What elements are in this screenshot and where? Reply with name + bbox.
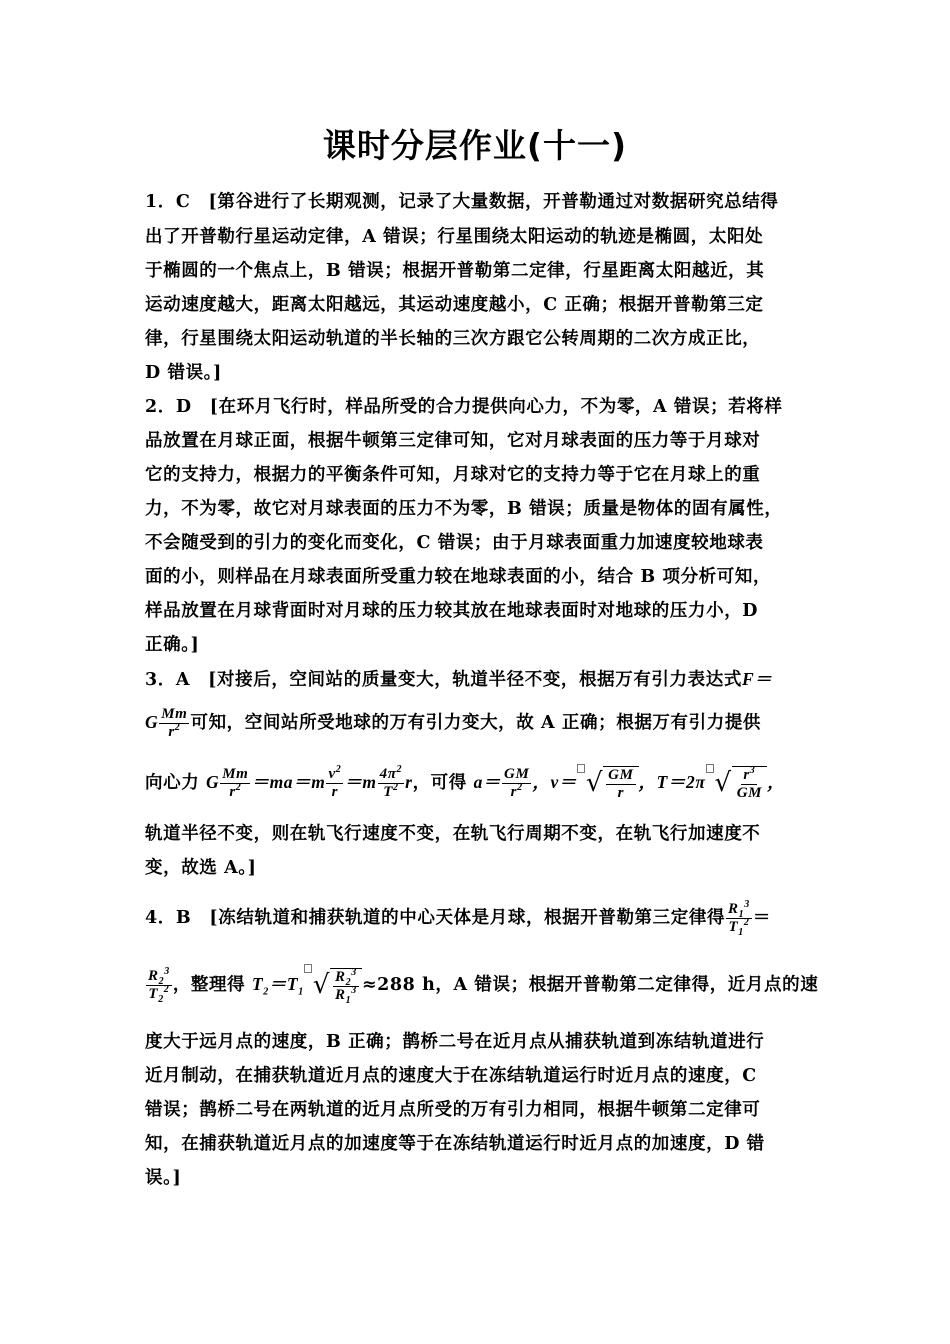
answer-4-line: 知，在捕获轨道近月点的加速度等于在冻结轨道运行时近月点的加速度，D 错 bbox=[145, 1134, 765, 1154]
answer-4-text: 4．B [冻结轨道和捕获轨道的中心天体是月球，根据开普勒第三定律得 bbox=[145, 908, 726, 928]
answer-3-line bbox=[145, 667, 810, 692]
answer-3-text: 可知，空间站所受地球的万有引力变大，故 A 正确；根据万有引力提供 bbox=[190, 713, 762, 733]
answer-1-line: 1．C [第谷进行了长期观测，记录了大量数据，开普勒通过对数据研究总结得 bbox=[145, 192, 779, 212]
formula-velocity: v＝ √ $\frac{GM}{r}$ ， bbox=[551, 772, 657, 792]
fraction-r2-t2: $\frac{R_2^3}{T_2^2}$ bbox=[148, 966, 170, 1005]
answer-3-line: 轨道半径不变，则在轨飞行速度不变，在轨飞行周期不变，在轨飞行加速度不 bbox=[145, 824, 761, 844]
answer-3-text: ，可得 bbox=[412, 773, 474, 793]
answer-1-line: 出了开普勒行星运动定律，A 错误；行星围绕太阳运动的轨迹是椭圆，太阳处 bbox=[145, 227, 764, 247]
answer-2-line: 不会随受到的引力的变化而变化，C 错误；由于月球表面重力加速度较地球表 bbox=[145, 533, 764, 553]
answer-1-line: D 错误。] bbox=[145, 363, 222, 383]
answer-2-line: 它的支持力，根据力的平衡条件可知，月球对它的支持力等于它在月球上的重 bbox=[145, 465, 761, 485]
answer-3-formula-line bbox=[145, 760, 810, 805]
fraction-mm-r2: $\frac{Mm}{r^2}$ bbox=[161, 706, 188, 740]
formula-t2: $T_2=T_1$ √ $\frac{R_2^3}{R_1^3}$ bbox=[252, 974, 362, 994]
answer-4-line: 错误；鹊桥二号在两轨道的近月点所受的万有引力相同，根据牛顿第二定律可 bbox=[145, 1100, 761, 1120]
formula-acceleration: a＝ $\frac{GM}{r^2}$ ， bbox=[473, 766, 551, 801]
answer-4-formula-line bbox=[145, 960, 819, 1009]
formula-f-eq: F＝ bbox=[741, 669, 773, 689]
answer-3-text: 3．A [对接后，空间站的质量变大，轨道半径不变，根据万有引力表达式 bbox=[145, 670, 742, 690]
answer-4-text: ≈288 h，A 错误；根据开普勒第二定律得，近月点的速 bbox=[361, 975, 819, 995]
answer-2-line: 2．D [在环月飞行时，样品所受的合力提供向心力，不为零，A 错误；若将样 bbox=[145, 397, 783, 417]
page-title: 课时分层作业(十一) bbox=[322, 126, 628, 165]
answer-3-text: 向心力 bbox=[145, 773, 206, 793]
answer-1-line: 于椭圆的一个焦点上，B 错误；根据开普勒第二定律，行星距离太阳越近，其 bbox=[145, 261, 765, 281]
answer-2-line: 样品放置在月球背面时对月球的压力较其放在地球表面时对地球的压力小，D bbox=[145, 601, 759, 621]
answer-1-line: 运动速度越大，距离太阳越远，其运动速度越小，C 正确；根据开普勒第三定 bbox=[145, 295, 764, 315]
answer-1-line: 律，行星围绕太阳运动轨道的半长轴的三次方跟它公转周期的二次方成正比， bbox=[145, 329, 761, 349]
formula-period: T＝2π √ $\frac{r^3}{GM}$ ， bbox=[656, 764, 786, 801]
answer-2-line: 品放置在月球正面，根据牛顿第三定律可知，它对月球表面的压力等于月球对 bbox=[145, 431, 761, 451]
answer-3-line: 变，故选 A。] bbox=[145, 858, 257, 878]
answer-4-line: 误。] bbox=[145, 1168, 182, 1188]
formula-g: G bbox=[145, 712, 159, 732]
answer-3-line bbox=[145, 702, 810, 743]
formula-centripetal: G $\frac{Mm}{r^2}$ ＝ma＝m $\frac{v^2}{r}$ ＝m $\frac{4\pi^2}{T^2}$ r bbox=[206, 764, 413, 801]
answer-4-line bbox=[145, 895, 810, 940]
answer-2-line: 力，不为零，故它对月球表面的压力不为零，B 错误；质量是物体的固有属性， bbox=[145, 499, 783, 519]
answer-4-line: 度大于远月点的速度，B 正确；鹊桥二号在近月点从捕获轨道到冻结轨道进行 bbox=[145, 1032, 765, 1052]
answer-2-line: 正确。] bbox=[145, 635, 200, 655]
answer-2-line: 面的小，则样品在月球表面所受重力较在地球表面的小，结合 B 项分析可知， bbox=[145, 567, 772, 587]
equals-sign: ＝ bbox=[752, 907, 771, 927]
answer-4-line: 近月制动，在捕获轨道近月点的速度大于在冻结轨道运行时近月点的速度，C bbox=[145, 1066, 757, 1086]
fraction-r1-t1: $\frac{R_1^3}{T_1^2}$ bbox=[728, 899, 750, 938]
answer-4-text: ，整理得 bbox=[172, 975, 252, 995]
